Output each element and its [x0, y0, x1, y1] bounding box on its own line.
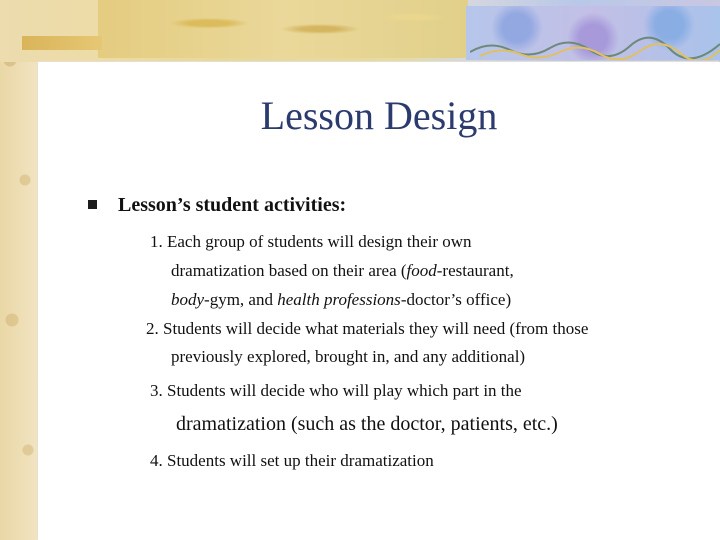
decorative-left-strip: [0, 0, 38, 540]
item-2-line-1: 2. Students will decide what materials they will need (from those: [146, 319, 589, 338]
square-bullet-icon: [88, 200, 97, 209]
swirl-ornament: [470, 32, 720, 60]
item-1-line-2: dramatization based on their area (food-restaurant,: [171, 261, 514, 280]
activities-heading: Lesson’s student activities:: [118, 194, 347, 216]
leaf-photo-banner: [98, 0, 468, 58]
item-4-line-1: 4. Students will set up their dramatization: [150, 451, 434, 470]
item-3-line-2: dramatization (such as the doctor, patients, etc.): [176, 413, 558, 435]
item-1-line-3: body-gym, and health professions-doctor’s office): [171, 290, 512, 309]
item-1-line-1: 1. Each group of students will design their own: [150, 232, 472, 251]
slide-title: Lesson Design: [260, 93, 498, 138]
item-2-line-2: previously explored, brought in, and any additional): [171, 347, 526, 366]
item-3-line-1: 3. Students will decide who will play which part in the: [150, 381, 522, 400]
gold-accent-bar: [22, 36, 102, 50]
